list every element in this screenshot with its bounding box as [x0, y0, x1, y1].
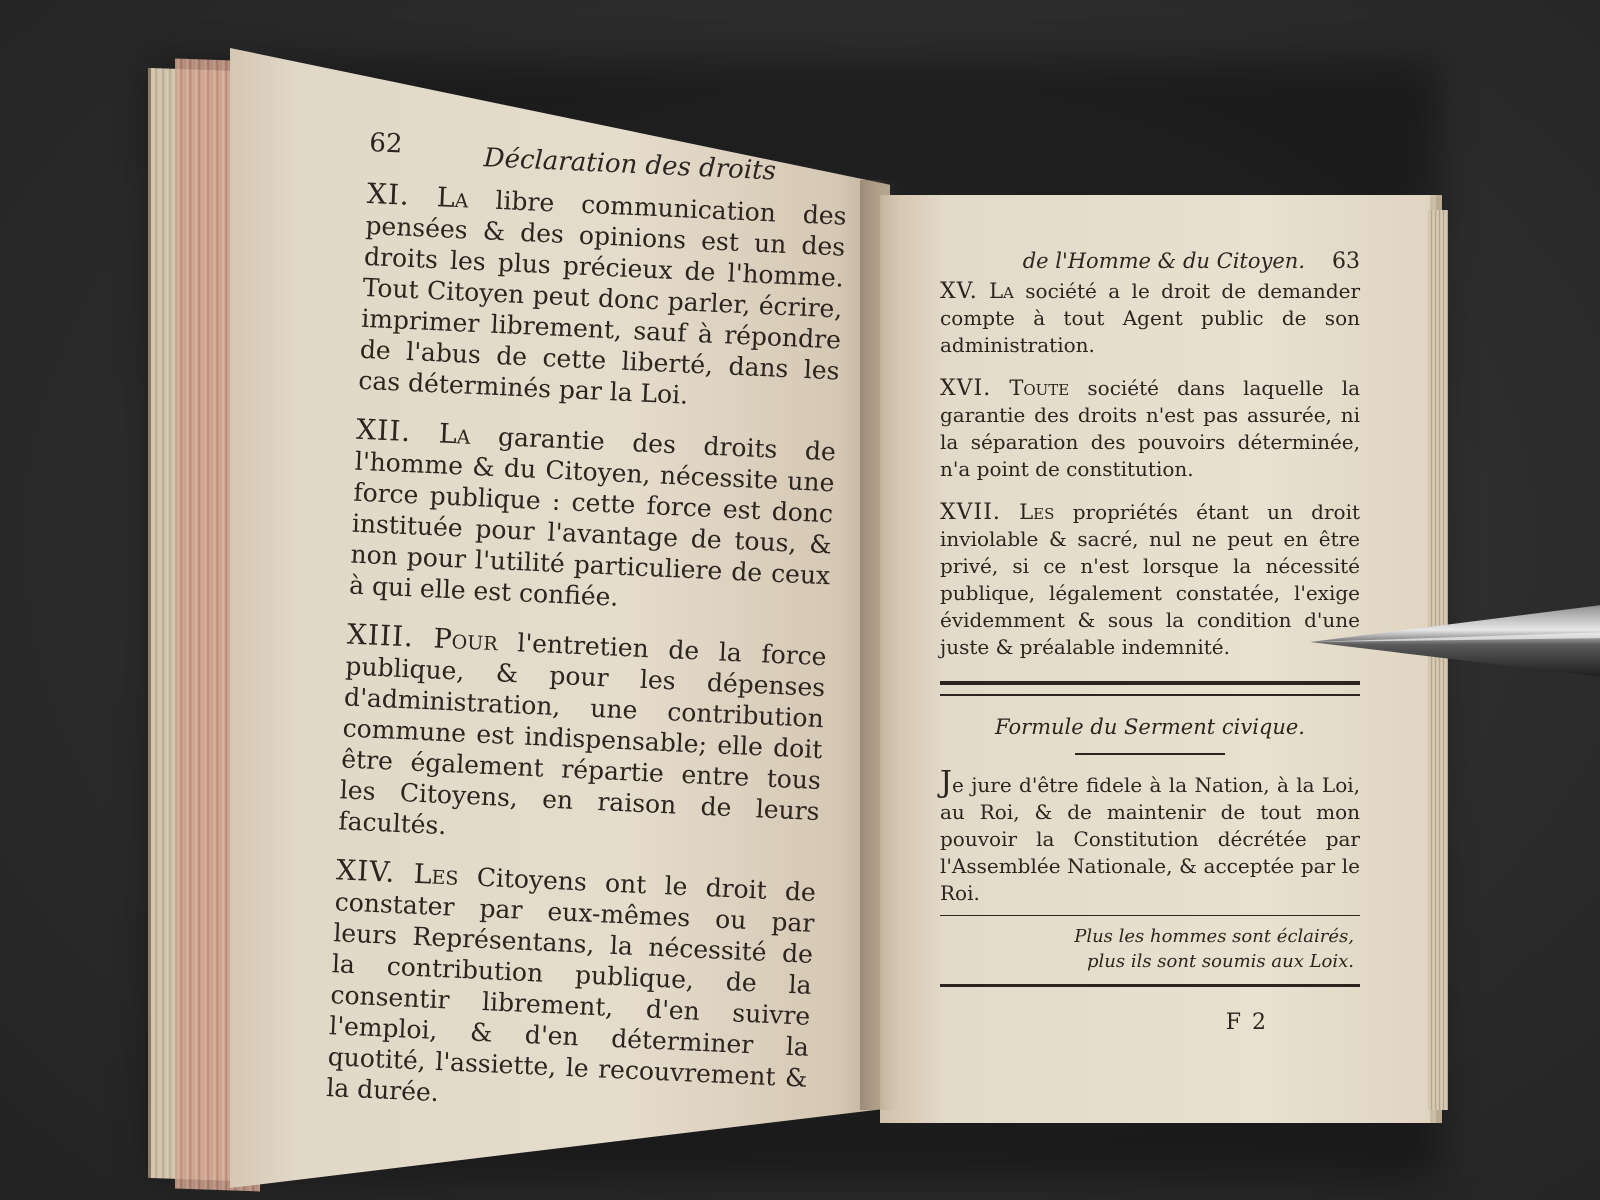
- article-text: Citoyens ont le droit de constater par eux-mêmes ou par leurs Représentans, la nécessité de la contribution publique, de la consentir librement, d'en suivre l'emploi, & d'en déterminer la quotité, l'assiette, le recouvrement & la durée.: [325, 862, 817, 1108]
- article-number: XVI.: [940, 376, 992, 401]
- article-number: XVII.: [940, 500, 1001, 525]
- thin-rule-divider: [940, 915, 1360, 916]
- motto-line: Plus les hommes sont éclairés,: [1074, 926, 1354, 947]
- article-lead-word: Toute: [1009, 376, 1070, 400]
- right-page-header: [940, 248, 1360, 278]
- double-rule-divider: [940, 681, 1360, 696]
- article-xiii: [338, 618, 827, 858]
- motto: [940, 924, 1360, 974]
- article-xi: [358, 178, 847, 418]
- article-lead-word: La: [438, 418, 472, 451]
- left-page-number: 62: [368, 128, 404, 160]
- letter-opener-pointer: [1310, 602, 1600, 680]
- article-lead-word: Pour: [432, 623, 499, 658]
- article-xv: [940, 278, 1360, 359]
- article-xvi: [940, 375, 1360, 483]
- article-number: XIV.: [335, 853, 397, 889]
- left-page-text: [325, 128, 850, 1143]
- article-lead-word: Les: [413, 858, 460, 892]
- article-text: l'entretien de la force publique, & pour les dépenses d'administration, une contribution commune est indispensable; elle doit être également répartie entre tous les Citoyens, en raison de leurs facultés.: [337, 628, 828, 841]
- article-text: société a le droit de demander compte à tout Agent public de son administration.: [940, 279, 1361, 357]
- end-rule-divider: [940, 984, 1360, 987]
- article-text: propriétés étant un droit inviolable & sacré, nul ne peut en être privé, si ce n'est lorsque la nécessité publique, légalement constatée, l'exige évidemment & sous la condition d'une juste & préalable indemnité.: [940, 500, 1361, 659]
- short-rule-divider: [1075, 753, 1225, 755]
- signature-mark: F 2: [1225, 1010, 1268, 1035]
- article-number: XV.: [940, 279, 978, 304]
- article-xiv: [326, 854, 817, 1125]
- right-page-text: [940, 248, 1360, 1036]
- article-lead-word: La: [436, 182, 470, 215]
- oath-title: Formule du Serment civique.: [995, 715, 1305, 739]
- article-number: XIII.: [346, 617, 415, 654]
- article-lead-word: Les: [1019, 500, 1055, 524]
- right-page-number: 63: [1332, 249, 1360, 274]
- article-text: société dans laquelle la garantie des droits n'est pas assurée, ni la séparation des pouvoirs déterminée, n'a point de constitution.: [940, 376, 1361, 481]
- article-text: garantie des droits de l'homme & du Citoyen, nécessite une force publique : cette force est donc instituée pour l'avantage de tous, & non pour l'utilité particuliere de ceux à qui elle est confiée.: [348, 422, 837, 612]
- article-xvii: [940, 499, 1360, 661]
- left-running-head: Déclaration des droits: [483, 143, 777, 187]
- oath-paragraph: [940, 765, 1360, 907]
- article-lead-word: La: [989, 279, 1014, 303]
- book-gutter: [860, 180, 900, 1110]
- article-xii: [349, 414, 837, 623]
- oath-text: e jure d'être fidele à la Nation, à la Loi, au Roi, & de maintenir de tout mon pouvoir la Constitution décrétée par l'Assemblée Nationale, & acceptée par le Roi.: [940, 773, 1360, 905]
- oath-dropcap: J: [940, 765, 953, 800]
- motto-line: plus ils sont soumis aux Loix.: [1087, 951, 1354, 972]
- article-number: XI.: [366, 176, 411, 212]
- article-number: XII.: [355, 412, 412, 449]
- article-text: libre communication des pensées & des opinions est un des droits les plus précieux de l'homme. Tout Citoyen peut donc parler, écrire, imprimer librement, sauf à répondre de l'abus de cette liberté, dans les cas déterminés par la Loi.: [357, 185, 848, 410]
- right-running-head: de l'Homme & du Citoyen.: [1022, 249, 1305, 273]
